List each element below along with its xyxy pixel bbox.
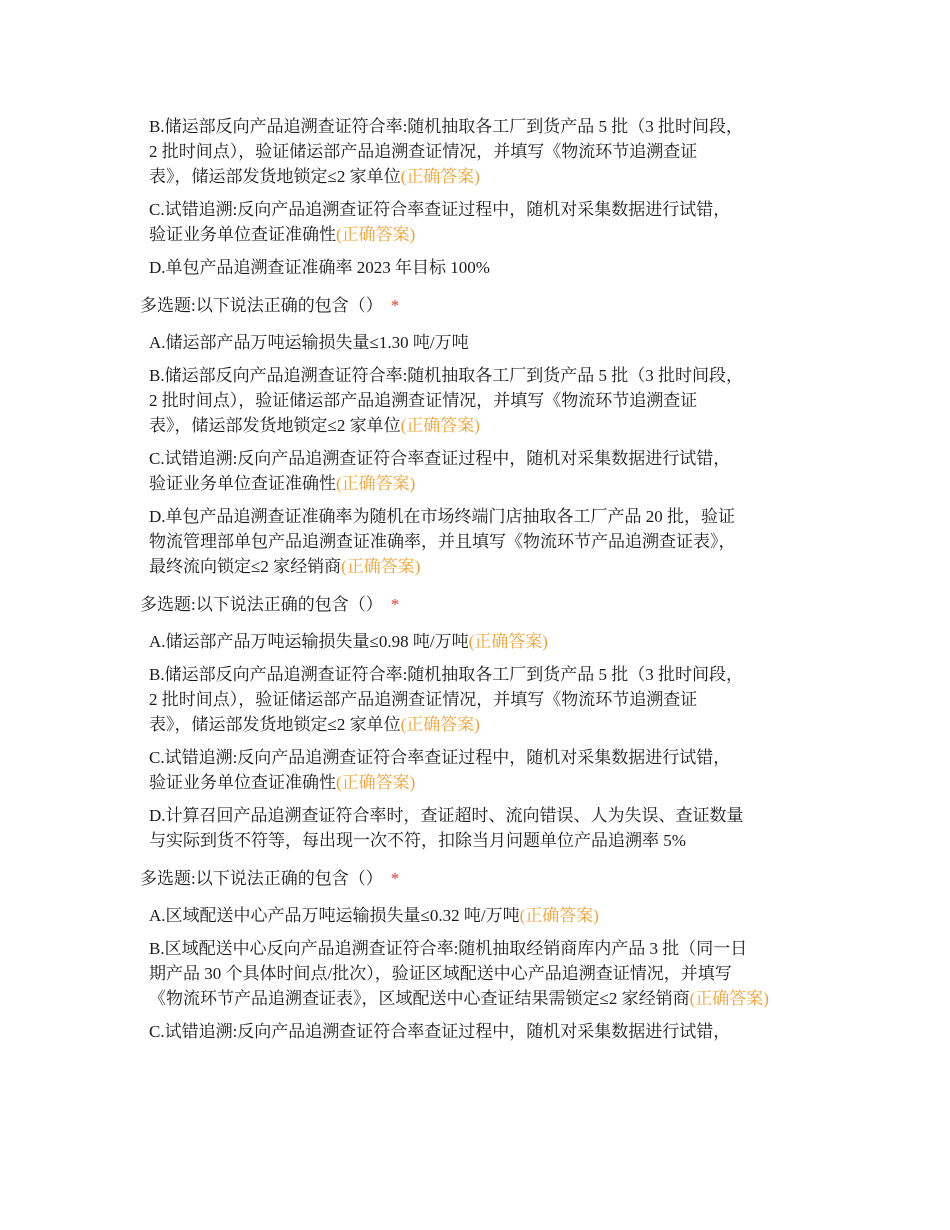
answer-option [149,903,812,928]
answer-option [149,662,812,737]
question-title [140,593,812,617]
answer-option [149,363,812,438]
option-text: B.区域配送中心反向产品追溯查证符合率:随机抽取经销商库内产品 3 批（同一日 期产品 30 个具体时间点/批次），验证区域配送中心产品追溯查证情况，并填写 《物流环节产品追溯查证表》，区域配送中心查证结果需锁定≤2 家经销商 [149,939,748,1008]
option-text: B.储运部反向产品追溯查证符合率:随机抽取各工厂到货产品 5 批（3 批时间段， 2 批时间点），验证储运部产品追溯查证情况，并填写《物流环节追溯查证 表》，储运部发货地锁定≤2 家单位 [149,366,744,435]
question-text: 多选题:以下说法正确的包含（） [140,869,383,888]
correct-answer-tag: (正确答案) [519,906,599,925]
answer-option [149,114,812,189]
required-asterisk: * [390,595,400,614]
answer-option [149,936,812,1011]
correct-answer-tag: (正确答案) [689,989,769,1008]
answer-option [149,1019,812,1044]
question-text: 多选题:以下说法正确的包含（） [140,296,383,315]
correct-answer-tag: (正确答案) [336,225,416,244]
correct-answer-tag: (正确答案) [336,474,416,493]
option-text: A.储运部产品万吨运输损失量≤0.98 吨/万吨 [149,632,469,651]
option-text: B.储运部反向产品追溯查证符合率:随机抽取各工厂到货产品 5 批（3 批时间段， 2 批时间点），验证储运部产品追溯查证情况，并填写《物流环节追溯查证 表》，储运部发货地锁定≤2 家单位 [149,665,744,734]
answer-option [149,803,812,853]
option-text: C.试错追溯:反向产品追溯查证符合率查证过程中，随机对采集数据进行试错， [149,1022,731,1041]
option-text: D.单包产品追溯查证准确率 2023 年目标 100% [149,258,490,277]
option-text: C.试错追溯:反向产品追溯查证符合率查证过程中，随机对采集数据进行试错， 验证业务单位查证准确性 [149,748,731,792]
question-title [140,867,812,891]
correct-answer-tag: (正确答案) [468,632,548,651]
correct-answer-tag: (正确答案) [400,167,480,186]
correct-answer-tag: (正确答案) [336,773,416,792]
answer-option [149,504,812,579]
option-text: D.单包产品追溯查证准确率为随机在市场终端门店抽取各工厂产品 20 批，验证 物流管理部单包产品追溯查证准确率，并且填写《物流环节产品追溯查证表》， 最终流向锁定≤2 家经销商 [149,507,736,576]
question-list [140,114,812,1052]
option-text: D.计算召回产品追溯查证符合率时，查证超时、流向错误、人为失误、查证数量 与实际到货不符等，每出现一次不符，扣除当月问题单位产品追溯率 5% [149,806,744,850]
correct-answer-tag: (正确答案) [400,416,480,435]
option-text: C.试错追溯:反向产品追溯查证符合率查证过程中，随机对采集数据进行试错， 验证业务单位查证准确性 [149,449,731,493]
question-title [140,294,812,318]
answer-option [149,255,812,280]
answer-option [149,745,812,795]
answer-option [149,197,812,247]
required-asterisk: * [390,869,400,888]
option-text: C.试错追溯:反向产品追溯查证符合率查证过程中，随机对采集数据进行试错， 验证业务单位查证准确性 [149,200,731,244]
correct-answer-tag: (正确答案) [341,557,421,576]
option-text: A.区域配送中心产品万吨运输损失量≤0.32 吨/万吨 [149,906,520,925]
correct-answer-tag: (正确答案) [400,715,480,734]
option-text: A.储运部产品万吨运输损失量≤1.30 吨/万吨 [149,333,469,352]
answer-option [149,330,812,355]
answer-option [149,629,812,654]
answer-option [149,446,812,496]
option-text: B.储运部反向产品追溯查证符合率:随机抽取各工厂到货产品 5 批（3 批时间段， 2 批时间点），验证储运部产品追溯查证情况，并填写《物流环节追溯查证 表》，储运部发货地锁定≤2 家单位 [149,117,744,186]
required-asterisk: * [390,296,400,315]
question-text: 多选题:以下说法正确的包含（） [140,595,383,614]
